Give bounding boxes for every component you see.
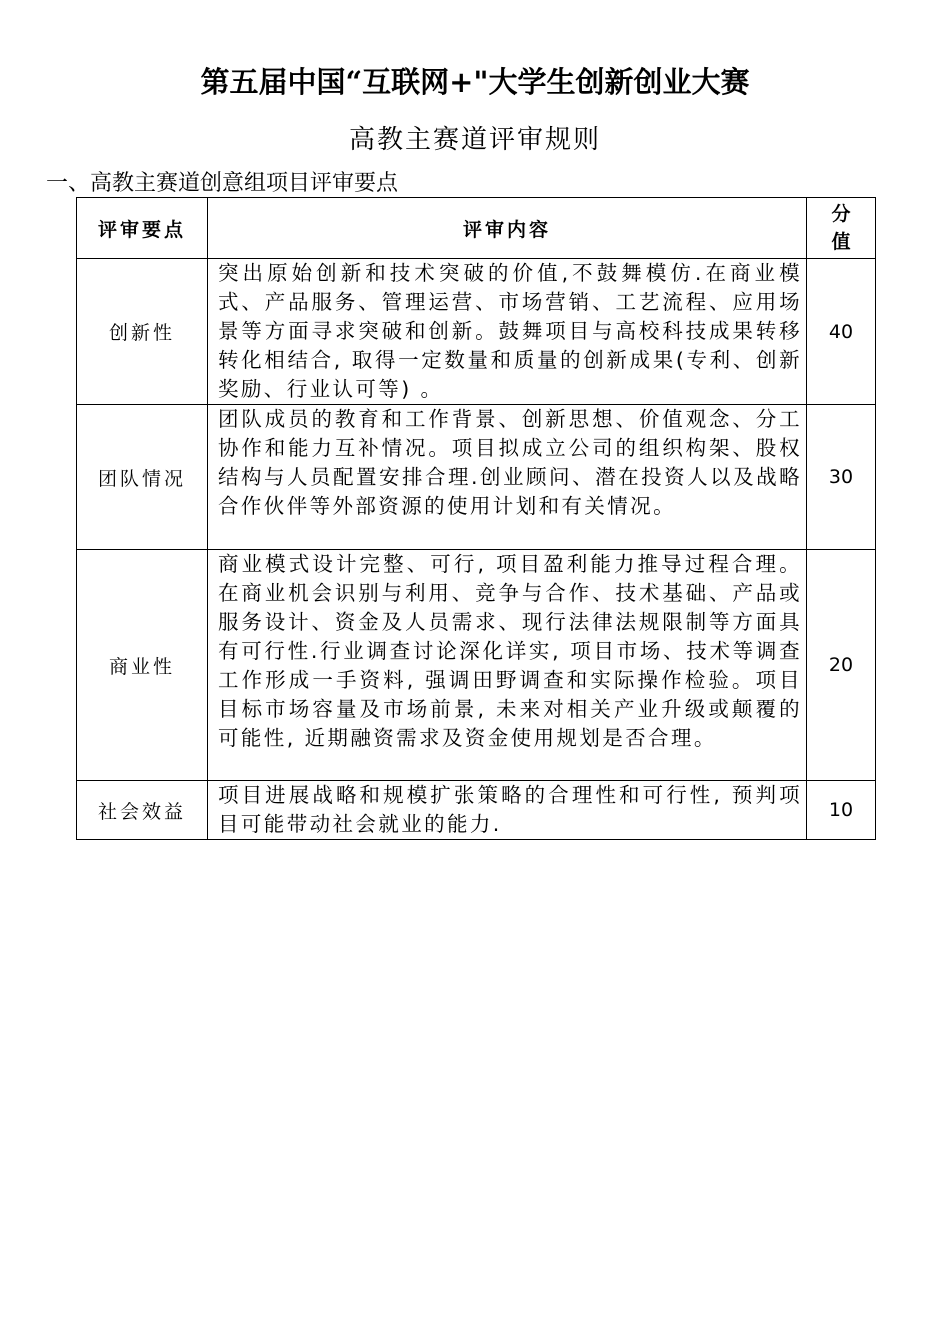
- table-row: [77, 781, 876, 840]
- row-score: 40: [807, 259, 876, 405]
- review-criteria-table: [76, 197, 876, 840]
- row-score: 20: [807, 550, 876, 781]
- row-review-point: 商业性: [77, 550, 208, 781]
- header-score-line1: 分: [831, 203, 851, 225]
- table-row: [77, 550, 876, 781]
- header-score: [807, 198, 876, 259]
- section-heading: 一、高教主赛道创意组项目评审要点: [46, 171, 399, 196]
- row-review-point: 创新性: [77, 259, 208, 405]
- row-score: 30: [807, 405, 876, 550]
- table-row: [77, 405, 876, 550]
- document-subtitle: 高教主赛道评审规则: [348, 125, 601, 155]
- header-review-content: 评审内容: [208, 198, 807, 259]
- document-title: 第五届中国“互联网+"大学生创新创业大赛: [200, 65, 750, 99]
- row-review-content: 团队成员的教育和工作背景、创新思想、价值观念、分工协作和能力互补情况。项目拟成立公司的组织构架、股权结构与人员配置安排合理.创业顾问、潜在投资人以及战略合作伙伴等外部资源的使用计划和有关情况。: [208, 405, 807, 550]
- row-review-point: 团队情况: [77, 405, 208, 550]
- row-score: 10: [807, 781, 876, 840]
- table-header-row: [77, 198, 876, 259]
- row-review-content: 项目进展战略和规模扩张策略的合理性和可行性, 预判项目可能带动社会就业的能力.: [208, 781, 807, 840]
- row-review-point: 社会效益: [77, 781, 208, 840]
- header-score-line2: 值: [831, 231, 851, 253]
- row-review-content: 突出原始创新和技术突破的价值,不鼓舞模仿.在商业模式、产品服务、管理运营、市场营销、工艺流程、应用场景等方面寻求突破和创新。鼓舞项目与高校科技成果转移转化相结合, 取得一定数量和质量的创新成果(专利、创新奖励、行业认可等) 。: [208, 259, 807, 405]
- header-review-point: 评审要点: [77, 198, 208, 259]
- table-row: [77, 259, 876, 405]
- row-review-content: 商业模式设计完整、可行, 项目盈利能力推导过程合理。在商业机会识别与利用、竞争与合作、技术基础、产品或服务设计、资金及人员需求、现行法律法规限制等方面具有可行性.行业调查讨论深化详实, 项目市场、技术等调查工作形成一手资料, 强调田野调查和实际操作检验。项目目标市场容量及市场前景, 未来对相关产业升级或颠覆的可能性, 近期融资需求及资金使用规划是否合理。: [208, 550, 807, 781]
